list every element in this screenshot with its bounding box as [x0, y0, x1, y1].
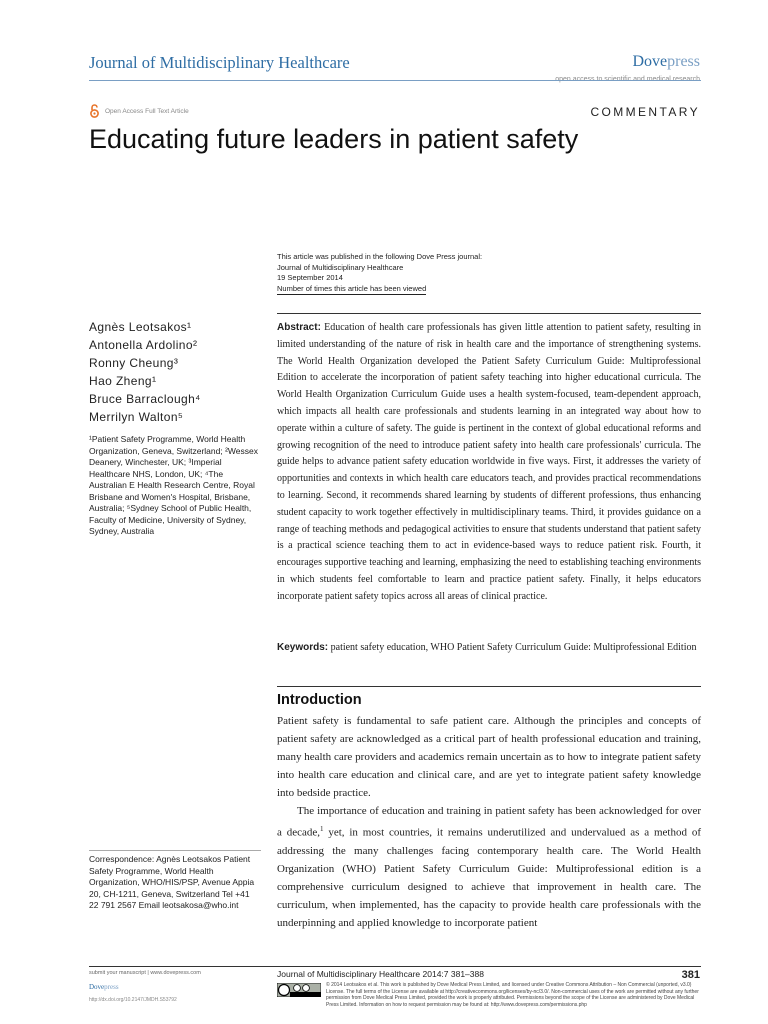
- brand-dove: Dove: [632, 53, 668, 70]
- footer-divider: [89, 966, 701, 967]
- pubinfo-journal[interactable]: Journal of Multidisciplinary Healthcare: [277, 262, 404, 272]
- cc-by-nc-icon[interactable]: [277, 983, 321, 997]
- views-link[interactable]: Number of times this article has been viewed: [277, 284, 426, 296]
- intro-paragraph: [277, 802, 701, 932]
- cc-license-badge-icon: [277, 983, 321, 997]
- pubinfo-date: 19 September 2014: [277, 273, 343, 282]
- keywords-label: Keywords:: [277, 642, 329, 653]
- citation: Journal of Multidisciplinary Healthcare 2014:7 381–388: [277, 969, 484, 979]
- brand-press: press: [667, 53, 700, 70]
- abstract: [277, 320, 701, 606]
- submit-manuscript-link[interactable]: submit your manuscript | www.dovepress.com: [89, 970, 201, 976]
- page-number: 381: [681, 969, 700, 981]
- correspondence: Correspondence: Agnès Leotsakos Patient Safety Programme, World Health Organization, WHO/HIS/PSP, Avenue Appia 20, CH-1211, Geneva, Switzerland Tel +41 22 791 2567 Email leotsakosa@who.int: [89, 854, 255, 910]
- footer-brand-dove: Dove: [89, 983, 105, 991]
- dovepress-logo[interactable]: [632, 53, 700, 71]
- pubinfo-line: This article was published in the following Dove Press journal:: [277, 252, 483, 261]
- author[interactable]: Agnès Leotsakos¹: [89, 320, 192, 334]
- publication-info: [277, 252, 482, 295]
- license-text: © 2014 Leotsakos et al. This work is published by Dove Medical Press Limited, and licensed under Creative Commons Attribution – Non Commercial (unported, v3.0) License. The full terms of the License are available at http://creativecommons.org/licenses/by-nc/3.0/. Non-commercial uses of the work are permitted without any further permission from Dove Medical Press Limited, provided the work is properly attributed. Permissions beyond the scope of the License are administered by Dove Medical Press Limited. Information on how to request permission may be found at: http://www.dovepress.com/permissions.php: [326, 982, 699, 1009]
- intro-text: The importance of education and training in patient safety has been acknowledged for over a decade,: [277, 805, 701, 839]
- footer-brand-press: press: [104, 983, 119, 991]
- author[interactable]: Hao Zheng¹: [89, 374, 157, 388]
- reference-link[interactable]: 1: [320, 825, 324, 833]
- intro-text: yet, in most countries, it remains underutilized and undervalued as a method of addressing the many challenges facing contemporary health care. The World Health Organization (WHO) Patient Safety Curriculum Guide: Multiprofessional edition is a comprehensive curriculum designed to achieve that improvement in health care. The curriculum, when implemented, has the capacity to provide health care professionals with the underpinning and applied knowledge to incorporate patient: [277, 826, 701, 929]
- header-divider: [89, 80, 701, 81]
- affiliations: ¹Patient Safety Programme, World Health Organization, Geneva, Switzerland; ²Wessex Deanery, Winchester, UK; ³Imperial Healthcare NHS, London, UK; ⁴The Australian E Health Research Centre, Royal Brisbane and Women's Hospital, Brisbane, Australia; ⁵Sydney School of Public Health, Faculty of Medicine, University of Sydney, Sydney, Australia: [89, 434, 258, 536]
- author-list: [89, 318, 201, 426]
- footer-dovepress-logo[interactable]: [89, 983, 119, 991]
- author[interactable]: Antonella Ardolino²: [89, 338, 198, 352]
- journal-title[interactable]: Journal of Multidisciplinary Healthcare: [89, 53, 350, 72]
- open-access-label: Open Access Full Text Article: [105, 107, 189, 115]
- open-access-badge: [89, 104, 189, 118]
- doi-link[interactable]: http://dx.doi.org/10.2147/JMDH.S53792: [89, 997, 177, 1003]
- author[interactable]: Ronny Cheung³: [89, 356, 179, 370]
- abstract-text: Education of health care professionals has given little attention to patient safety, resulting in limited understanding of the nature of risk in health care and the importance of strengthening systems. The World Health Organization developed the Patient Safety Curriculum Guide: Multiprofessional Edition to accelerate the incorporation of patient safety teaching into higher educational curricula. The World Health Organization Curriculum Guide uses a health system-focused, team-dependent approach, which impacts all health care professionals and students learning in an integrated way about how to operate within a culture of safety. The guide is pertinent in the context of global educational reforms and growing recognition of the need to introduce patient safety into health care professionals' curricula. The guide helps to advance patient safety education worldwide in five ways. First, it addresses the variety of opportunities and contexts in which health care educators teach, and provides practical recommendations to learning. Second, it recommends shared learning by students of different professions, thus enhancing student capacity to work together effectively in multidisciplinary teams. Third, it provides guidance on a range of teaching methods and pedagogical activities to ensure that students understand that patient safety is a practical science teaching them to act in evidence-based ways to reduce patient risk. Fourth, it encourages supportive teaching and learning, emphasizing the need to establishing teaching environments in which students feel comfortable to learn and practice patient safety. Finally, it helps educators incorporate patient safety topics across all areas of clinical practice.: [277, 322, 702, 602]
- keywords: [277, 640, 701, 657]
- author[interactable]: Merrilyn Walton⁵: [89, 410, 184, 424]
- author[interactable]: Bruce Barraclough⁴: [89, 392, 201, 406]
- introduction-body: [277, 712, 701, 932]
- introduction-heading: Introduction: [277, 692, 362, 708]
- article-type: COMMENTARY: [590, 105, 700, 119]
- open-access-lock-icon: [89, 104, 100, 118]
- correspondence-divider: [89, 850, 261, 851]
- abstract-divider: [277, 313, 701, 314]
- intro-paragraph: Patient safety is fundamental to safe patient care. Although the principles and concepts of patient safety are acknowledged as a critical part of health professional education and training, many health care providers and academics remain uncertain as to how to integrate patient safety into health care education and clinical care, and are yet to integrate patient safety knowledge into bedside practice.: [277, 715, 701, 799]
- abstract-label: Abstract:: [277, 322, 321, 333]
- keywords-text: patient safety education, WHO Patient Safety Curriculum Guide: Multiprofessional Edition: [330, 642, 697, 653]
- introduction-divider: [277, 686, 701, 687]
- article-title: Educating future leaders in patient safety: [89, 124, 579, 154]
